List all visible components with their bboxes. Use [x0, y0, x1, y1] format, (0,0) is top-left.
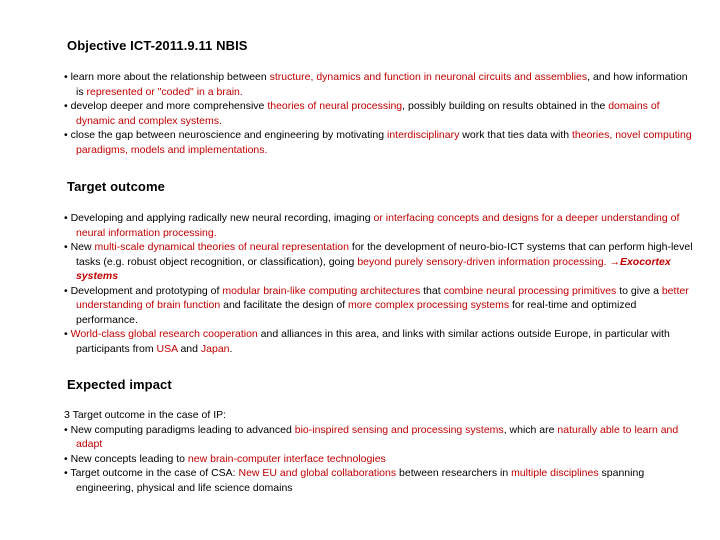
body-text: • learn more about the relationship between	[64, 71, 270, 83]
target-outcome-item	[64, 240, 694, 284]
body-text: spanning engineering, physical and life science domains	[76, 467, 645, 494]
body-text: • Development and prototyping of	[64, 284, 223, 297]
highlight-text: more complex processing systems	[348, 299, 510, 311]
highlight-text: theories, novel computing paradigms, models and implementations.	[76, 129, 692, 156]
body-text: and facilitate the design of	[220, 299, 349, 311]
expected-impact-list	[64, 408, 686, 495]
highlight-text: USA	[156, 342, 178, 355]
objective-item	[64, 99, 696, 128]
highlight-text: modular brain-like computing architectures	[222, 284, 421, 297]
highlight-text: multiple disciplines	[511, 467, 599, 479]
objective-list	[64, 70, 696, 157]
body-text: for the development of neuro-bio-ICT systems that can perform high-level tasks (e.g. robust object recognition, or classification), going	[76, 241, 693, 268]
body-text: and	[177, 342, 201, 355]
highlight-text: Japan	[200, 342, 230, 355]
highlight-text: better understanding of brain function	[76, 284, 689, 311]
target-outcome-list	[64, 211, 694, 356]
body-text: • develop deeper and more comprehensive	[64, 100, 268, 112]
expected-impact-item	[64, 452, 686, 467]
body-text: for real-time and optimized performance.	[76, 299, 637, 326]
highlight-text: World-class global research cooperation	[70, 328, 258, 340]
highlight-text: theories of neural processing	[267, 100, 403, 112]
target-outcome-item	[64, 284, 694, 328]
highlight-text: bio-inspired sensing and processing systems	[294, 423, 504, 436]
highlight-text: naturally able to learn and adapt	[76, 423, 679, 450]
highlight-text: New EU and global collaborations	[238, 467, 397, 479]
objective-heading: Objective ICT-2011.9.11 NBIS	[67, 38, 248, 53]
expected-impact-intro: 3 Target outcome in the case of IP:	[64, 409, 227, 421]
highlight-text: interdisciplinary	[386, 129, 460, 141]
objective-item	[64, 128, 696, 157]
target-outcome-item	[64, 327, 694, 356]
body-text: • Developing and applying radically new neural recording, imaging	[64, 212, 374, 224]
highlight-text: structure, dynamics and function in neuronal circuits and assemblies	[269, 71, 588, 83]
highlight-text: beyond purely sensory-driven information processing.	[357, 255, 610, 268]
highlight-text: →	[609, 255, 620, 268]
body-text: to give a	[616, 284, 662, 297]
body-text: • Target outcome in the case of CSA:	[64, 467, 239, 479]
expected-impact-item	[64, 466, 686, 495]
body-text: •	[64, 328, 71, 340]
objective-item	[64, 70, 696, 99]
highlight-text: or interfacing concepts and designs for a deeper understanding of neural information processing.	[76, 212, 680, 239]
highlight-text: domains of dynamic and complex systems.	[76, 100, 660, 127]
body-text: .	[229, 342, 233, 355]
emphasis-text: Exocortex systems	[76, 255, 671, 282]
highlight-text: represented or "coded" in a brain.	[86, 85, 243, 98]
target-outcome-item	[64, 211, 694, 240]
body-text: • New computing paradigms leading to advanced	[64, 423, 295, 436]
target-outcome-heading: Target outcome	[67, 179, 165, 194]
highlight-text: new brain-computer interface technologies	[187, 452, 386, 465]
body-text: • close the gap between neuroscience and engineering by motivating	[64, 129, 387, 141]
body-text: that	[420, 284, 444, 297]
body-text: • New concepts leading to	[64, 452, 188, 465]
body-text: , and how information is	[76, 71, 688, 98]
body-text: and alliances in this area, and links with similar actions outside Europe, in particular with participants from	[76, 328, 670, 355]
body-text: between researchers in	[396, 467, 512, 479]
body-text: • New	[64, 241, 95, 253]
highlight-text: combine neural processing primitives	[443, 284, 617, 297]
body-text: , possibly building on results obtained in the	[402, 100, 609, 112]
body-text: work that ties data with	[459, 129, 572, 141]
expected-impact-heading: Expected impact	[67, 377, 172, 392]
highlight-text: multi-scale dynamical theories of neural representation	[94, 241, 349, 253]
body-text: , which are	[503, 423, 558, 436]
expected-impact-item	[64, 423, 686, 452]
